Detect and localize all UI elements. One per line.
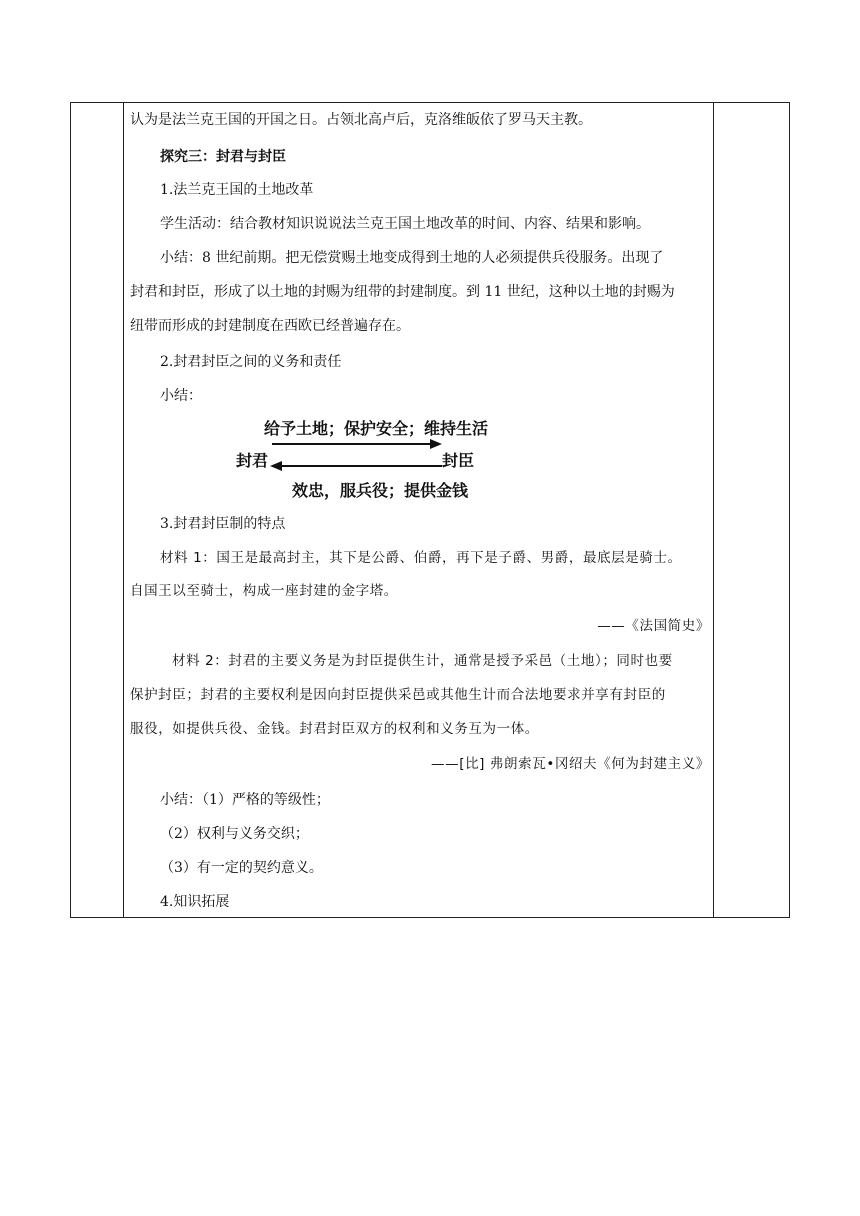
diagram-left-label: 封君 bbox=[236, 451, 269, 470]
column-divider-right bbox=[713, 103, 714, 917]
column-divider-left bbox=[123, 103, 124, 917]
diagram-bottom-label: 效忠，服兵役；提供金钱 bbox=[292, 481, 469, 500]
diagram-right-label: 封臣 bbox=[442, 451, 475, 470]
paragraph-line: 封君和封臣，形成了以土地的封赐为纽带的封建制度。到 11 世纪，这种以土地的封赐为 bbox=[130, 284, 675, 300]
paragraph-line: 认为是法兰克王国的开国之日。占领北高卢后，克洛维皈依了罗马天主教。 bbox=[130, 112, 592, 128]
summary-line: （2）权利与义务交织； bbox=[160, 826, 309, 842]
diagram-top-label: 给予土地；保护安全；维持生活 bbox=[264, 419, 489, 438]
paragraph-line: 纽带而形成的封建制度在西欧已经普遍存在。 bbox=[130, 318, 410, 334]
material-line: 自国王以至骑士，构成一座封建的金字塔。 bbox=[130, 583, 398, 599]
arrow-right-head bbox=[430, 439, 442, 449]
subheading: 3.封君封臣制的特点 bbox=[160, 516, 286, 532]
summary-label: 小结： bbox=[160, 388, 202, 404]
subheading: 1.法兰克王国的土地改革 bbox=[160, 182, 314, 198]
subheading: 2.封君封臣之间的义务和责任 bbox=[160, 354, 342, 370]
material-line: 保护封臣；封君的主要权利是因向封臣提供采邑或其他生计而合法地要求并享有封臣的 bbox=[130, 687, 666, 703]
material-source: ——[比] 弗朗索瓦•冈绍夫《何为封建主义》 bbox=[431, 756, 710, 772]
summary-line: 小结：（1）严格的等级性； bbox=[160, 792, 330, 808]
material-source: ——《法国简史》 bbox=[597, 618, 710, 634]
section-heading: 探究三：封君与封臣 bbox=[160, 149, 286, 165]
material-line: 服役，如提供兵役、金钱。封君封臣双方的权利和义务互为一体。 bbox=[130, 721, 539, 737]
material-line: 材料 1：国王是最高封主，其下是公爵、伯爵，再下是子爵、男爵，最底层是骑士。 bbox=[160, 550, 682, 566]
summary-line: （3）有一定的契约意义。 bbox=[160, 860, 323, 876]
lord-vassal-diagram bbox=[236, 414, 489, 500]
subheading: 4.知识拓展 bbox=[160, 894, 230, 910]
material-line: 材料 2：封君的主要义务是为封臣提供生计，通常是授予采邑（土地）；同时也要 bbox=[172, 653, 673, 669]
paragraph-line: 学生活动：结合教材知识说说法兰克王国土地改革的时间、内容、结果和影响。 bbox=[160, 216, 650, 232]
paragraph-line: 小结：8 世纪前期。把无偿赏赐土地变成得到土地的人必须提供兵役服务。出现了 bbox=[160, 250, 664, 266]
arrow-left-head bbox=[270, 461, 282, 471]
